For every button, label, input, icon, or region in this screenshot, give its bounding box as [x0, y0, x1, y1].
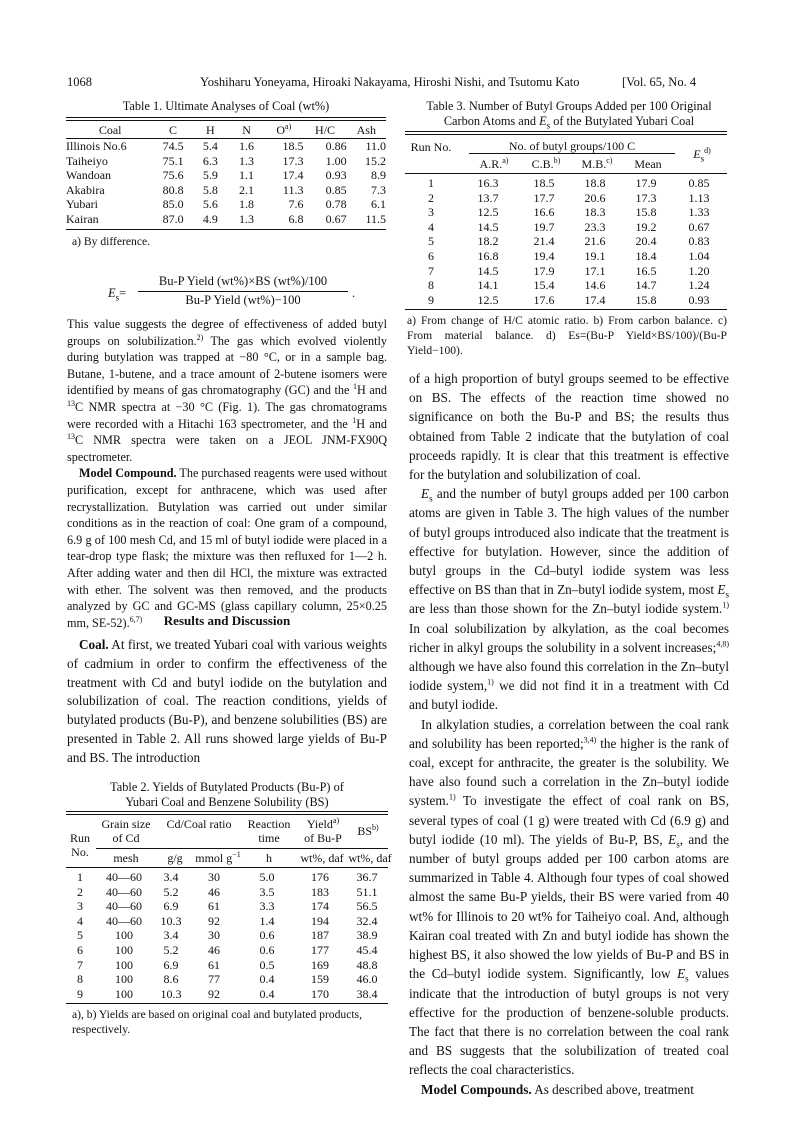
table-cell: 1.3	[239, 153, 255, 168]
table-cell: 0.4	[259, 972, 275, 987]
table2-h-run: Run No.	[69, 831, 90, 859]
table-cell: 2	[77, 884, 83, 899]
table-cell: 100	[115, 957, 133, 972]
formula-denominator: Bu-P Yield (wt%)−100	[185, 293, 301, 307]
table2-h-yield: Yield$^{a)}$ of Bu-P	[304, 816, 342, 845]
table-cell: 51.1	[356, 884, 378, 899]
table-cell: 20.4	[635, 234, 657, 249]
table-cell: 21.4	[533, 234, 555, 249]
paragraph: Model Compound. The purchased reagents were used without purification, except for anthracene, which was used after recrystallization. Butylation was carried out under similar conditions as in the reaction of coal: One gram of a compound, 6.9 g of 100 mesh Cd, and 15 ml of butyl iodide were placed in a tear-drop type flask; the mixture was then refluxed for 1—2 h. After adding water and then dil HCl, the mixture was extracted with ether. The solvent was then removed, and the products analyzed by GC and GC-MS (glass capillary column, 25×0.25 mm, SE-52).$^{6,7)}$	[67, 466, 387, 630]
table-cell: 1	[77, 870, 83, 884]
table-row	[66, 212, 386, 227]
table-cell: 0.4	[259, 986, 275, 1001]
table-cell: 0.86	[325, 139, 347, 153]
table-cell: 9	[428, 292, 434, 307]
table-cell: 40—60	[106, 913, 142, 928]
table-cell: 1.00	[325, 153, 347, 168]
table-cell: 0.5	[259, 957, 275, 972]
table-cell: 7.3	[371, 182, 386, 197]
table-cell: 15.8	[635, 292, 657, 307]
table-cell: 176	[311, 870, 329, 884]
table-row	[66, 943, 388, 958]
table-cell: 19.4	[533, 248, 555, 263]
table-row	[405, 220, 727, 235]
formula-numerator: Bu-P Yield (wt%)×BS (wt%)/100	[158, 274, 328, 288]
table2-h-grain: Grain size of Cd	[101, 817, 151, 845]
table-cell: Akabira	[66, 182, 105, 197]
table-cell: 85.0	[162, 197, 184, 212]
table-row	[66, 914, 388, 929]
table-cell: 9	[77, 986, 83, 1001]
table-cell: 20.6	[584, 190, 606, 205]
table-cell: 17.6	[533, 292, 555, 307]
table-cell: 170	[311, 986, 329, 1001]
table-row	[66, 958, 388, 973]
es-formula: $E_s=$ Bu-P Yield (wt%)×BS (wt%)/100 Bu-P Yield (wt%)−100 .	[108, 274, 356, 307]
table2: Run No. Grain size of Cd Cd/Coal ratio Reaction time Yield$^{a)}$ of Bu-P BS$^{b)}$ mesh g/g mmol $g^{-1}$ h wt%, daf wt%, daf 1 40—60 3.4 30 5.0 176 36.7 2 40—60 5.2 46 3.5 183 51.1 3 40—60 6.9 61 3.3 174 56.5 4 40—60 10.3 92 1.4 194 32.4 5 100 3.4 30 0.6 187 38.9 6 100 5.2 46 0.6 177 45.4 7 100 6.9 61 0.5 169 48.8 8 100 8.6 77 0.4 159 46.0 9 100 10.3 92 0.4 170 38.4 a), b) Yields are based on original coal and butylated products, respectively.	[66, 811, 388, 1037]
table3-h-run: Run No.	[410, 140, 452, 154]
table-cell: 40—60	[106, 899, 142, 914]
model-compound-heading: Model Compound.	[79, 466, 177, 481]
table-cell: 18.4	[635, 248, 657, 263]
table3-h-es: $E_s^{d)}$	[693, 146, 711, 164]
table-cell: 56.5	[356, 899, 378, 914]
table-cell: 187	[311, 928, 329, 943]
table-row	[405, 278, 727, 293]
table-cell: 5.6	[202, 197, 218, 212]
table-cell: 13.7	[477, 190, 499, 205]
table-cell: 15.4	[533, 278, 555, 293]
table-cell: 75.6	[162, 168, 184, 183]
left-column-coal	[67, 636, 387, 768]
table-cell: 5.2	[163, 942, 179, 957]
table-cell: 14.1	[477, 278, 499, 293]
table-cell: 4.9	[202, 211, 218, 226]
table-cell: 174	[311, 899, 329, 914]
table-cell: 0.6	[259, 942, 275, 957]
table-cell: 19.7	[533, 219, 555, 234]
table-cell: 36.7	[356, 870, 378, 884]
table-cell: 177	[311, 942, 329, 957]
table-cell: 16.3	[477, 176, 499, 190]
coal-heading: Coal.	[79, 637, 109, 652]
table1-header: H/C	[315, 123, 336, 137]
table3-h-group: No. of butyl groups/100 C	[508, 139, 636, 153]
table-cell: 0.78	[325, 197, 347, 212]
table-cell: 46	[208, 942, 220, 957]
table2-caption: Table 2. Yields of Butylated Products (Bu-P) of Yubari Coal and Benzene Solubility (BS)	[110, 780, 344, 809]
table-cell: 5.0	[259, 870, 275, 884]
table-cell: 17.9	[533, 263, 555, 278]
table-row	[66, 183, 386, 198]
table-cell: 17.4	[584, 292, 606, 307]
table-cell: 1.6	[239, 139, 255, 153]
table-cell: 159	[311, 972, 329, 987]
table-cell: 1.3	[239, 211, 255, 226]
table1-caption: Table 1. Ultimate Analyses of Coal (wt%)	[122, 99, 330, 113]
table-cell: 17.4	[282, 168, 304, 183]
table-row	[66, 928, 388, 943]
table-cell: 8	[77, 972, 83, 987]
table-cell: 7	[428, 263, 434, 278]
table-row	[66, 899, 388, 914]
table-cell: 5.2	[163, 884, 179, 899]
table-cell: 1.24	[688, 278, 710, 293]
table-cell: 0.67	[325, 211, 347, 226]
table-cell: 32.4	[356, 913, 378, 928]
table-cell: 169	[311, 957, 329, 972]
table-cell: 18.3	[584, 205, 606, 220]
running-authors: Yoshiharu Yoneyama, Hiroaki Nakayama, Hiroshi Nishi, and Tsutomu Kato	[200, 75, 580, 89]
table1-header: Ash	[356, 123, 376, 137]
table-cell: 17.7	[533, 190, 555, 205]
table-row	[405, 264, 727, 279]
table2-footnote: a), b) Yields are based on original coal and butylated products, respectively.	[72, 1008, 362, 1037]
table1-header: $O^{a)}$	[276, 122, 292, 137]
table-cell: Taiheiyo	[66, 153, 108, 168]
table-cell: 3.4	[163, 870, 179, 884]
table-cell: 74.5	[162, 139, 184, 153]
table-cell: 38.4	[356, 986, 378, 1001]
table-cell: 5.4	[202, 139, 218, 153]
table-cell: 2.1	[239, 182, 255, 197]
paragraph: $E_s$ and the number of butyl groups added per 100 carbon atoms are given in Table 3. The high values of the number of butyl groups introduced also indicate that the treatment is effective for butylation. However, since the addition of butyl groups in the Cd–butyl iodide system was less effective on BS than that in Zn–butyl iodide system, most $E_s$ are less than those shown for the Zn–butyl iodide system.$^{1)}$ In coal solubilization by alkylation, as the coal becomes richer in alkyl groups the solubility in a solvent increases;$^{4,8)}$ although we have also found this correlation in the Zn–butyl iodide system,$^{1)}$ we did not find it in a treatment with Cd and butyl iodide.	[409, 486, 729, 713]
table-row	[405, 249, 727, 264]
table-cell: 5	[77, 928, 83, 943]
table-cell: 40—60	[106, 884, 142, 899]
table-cell: 3	[428, 205, 434, 220]
table-cell: 1.20	[688, 263, 710, 278]
table-cell: 14.5	[477, 219, 499, 234]
table2-h-cdcoal: Cd/Coal ratio	[166, 817, 232, 831]
paragraph: This value suggests the degree of effectiveness of added butyl groups on solubilization.$^{2)}$ The gas which evolved violently during butylation was trapped at −80 °C, or in a sample bag. Butane, 1-butene, and a trace amount of 2-butene isomers were identified by means of gas chromatography (GC) and the $^1$H and $^{13}$C NMR spectra at −30 °C (Fig. 1). The gas chromatograms were recorded with a Hitachi 163 spectrometer, and the $^1$H and $^{13}$C NMR spectra were taken on a JEOL JNM-FX90Q spectrometer.	[67, 317, 387, 464]
table-cell: 100	[115, 986, 133, 1001]
table-cell: 16.5	[635, 263, 657, 278]
table-cell: 23.3	[584, 219, 606, 234]
table-cell: 5.9	[202, 168, 218, 183]
table-cell: 0.85	[688, 176, 710, 190]
table-row	[405, 205, 727, 220]
model-compounds-heading: Model Compounds.	[421, 1081, 532, 1097]
table-cell: 17.3	[635, 190, 657, 205]
table-cell: 11.0	[365, 139, 386, 153]
table-cell: 0.93	[325, 168, 347, 183]
table-cell: 1.33	[688, 205, 710, 220]
table-cell: 17.3	[282, 153, 304, 168]
table-cell: 4	[428, 219, 434, 234]
table2-h-time: Reaction time	[247, 817, 291, 845]
table-cell: 6.1	[371, 197, 386, 212]
table-cell: 16.6	[533, 205, 555, 220]
table-cell: 10.3	[160, 986, 182, 1001]
table-cell: 7.6	[288, 197, 304, 212]
table-cell: 45.4	[356, 942, 378, 957]
table-cell: 0.85	[325, 182, 347, 197]
table-cell: 14.7	[635, 278, 657, 293]
table-cell: 8.9	[371, 168, 386, 183]
right-column-body	[409, 369, 729, 1099]
table-cell: 19.2	[635, 219, 657, 234]
table3-footnote: a) From change of H/C atomic ratio. b) From carbon balance. c) From material balance. d) Es=(Bu-P Yield×BS/100)/(Bu-P Yield−100).	[407, 314, 727, 358]
table-cell: 14.5	[477, 263, 499, 278]
table-cell: 4	[77, 913, 83, 928]
table-cell: 6.8	[288, 211, 304, 226]
table-cell: 1.4	[259, 913, 275, 928]
table-cell: Wandoan	[66, 168, 112, 183]
table-cell: 18.8	[584, 176, 606, 190]
table-cell: 18.2	[477, 234, 499, 249]
left-column-body	[67, 316, 387, 631]
table-cell: 5	[428, 234, 434, 249]
table1-header: H	[206, 123, 215, 137]
table-row	[66, 139, 386, 154]
paragraph: Coal. At first, we treated Yubari coal with various weights of cadmium in order to confirm the effectiveness of the treatment with Cd and butyl iodide on the butylation and solubilization of coal. The reaction conditions, yields of butylated products (Bu-P), and benzene solubilities (BS) are presented in Table 2. All runs showed large yields of Bu-P and BS. The introduction	[67, 637, 387, 765]
table-cell: 61	[208, 899, 220, 914]
table-cell: 16.8	[477, 248, 499, 263]
table-cell: 30	[208, 870, 220, 884]
table-cell: 3.5	[259, 884, 275, 899]
table-row	[66, 972, 388, 987]
page-number: 1068	[67, 75, 92, 89]
table-cell: 183	[311, 884, 329, 899]
table-cell: Illinois No.6	[66, 139, 127, 153]
table-cell: 11.5	[365, 211, 386, 226]
section-title-results: Results and Discussion	[163, 613, 291, 628]
table-cell: 1	[428, 176, 434, 190]
table-cell: 3	[77, 899, 83, 914]
table-cell: 1.04	[688, 248, 710, 263]
table-cell: 30	[208, 928, 220, 943]
paragraph: Model Compounds. As described above, treatment	[421, 1081, 694, 1097]
table-cell: 77	[208, 972, 220, 987]
table-cell: Kairan	[66, 211, 99, 226]
table-cell: 6.9	[163, 957, 179, 972]
table-cell: 92	[208, 913, 220, 928]
table-cell: 17.1	[584, 263, 606, 278]
table-cell: 0.6	[259, 928, 275, 943]
table-row	[66, 154, 386, 169]
table-cell: 46	[208, 884, 220, 899]
table-cell: 194	[311, 913, 329, 928]
table-cell: 0.67	[688, 219, 710, 234]
table-cell: 0.93	[688, 292, 710, 307]
table-cell: 61	[208, 957, 220, 972]
table-cell: 1.13	[688, 190, 710, 205]
table-cell: 6.9	[163, 899, 179, 914]
table-cell: 18.5	[533, 176, 555, 190]
table2-h-bs: BS$^{b)}$	[357, 823, 379, 838]
table-cell: 8	[428, 278, 434, 293]
table-cell: 11.3	[282, 182, 304, 197]
table1-header: Coal	[98, 123, 122, 137]
table-cell: 87.0	[162, 211, 184, 226]
table-cell: 10.3	[160, 913, 182, 928]
table-cell: 8.6	[163, 972, 179, 987]
table-cell: 12.5	[477, 205, 499, 220]
table-cell: 100	[115, 972, 133, 987]
table-cell: 3.3	[259, 899, 275, 914]
table-cell: 80.8	[162, 182, 184, 197]
table-cell: 100	[115, 928, 133, 943]
table-cell: 1.8	[239, 197, 255, 212]
table-row	[66, 168, 386, 183]
table-cell: 17.9	[635, 176, 657, 190]
table-cell: 0.83	[688, 234, 710, 249]
table-row	[405, 176, 727, 191]
table3: Run No. No. of butyl groups/100 C A.R.$^{a)}$ C.B.$^{b)}$ M.B.$^{c)}$ Mean $E_s^{d)}$ 1 16.3 18.5 18.8 17.9 0.85 2 13.7 17.7 20.6 17.3 1.13 3 12.5 16.6 18.3 15.8 1.33 4 14.5 19.7 23.3 19.2 0.67 5 18.2 21.4 21.6 20.4 0.83 6 16.8 19.4 19.1 18.4 1.04 7 14.5 17.9 17.1 16.5 1.20 8 14.1 15.4 14.6 14.7 1.24 9 12.5 17.6 17.4 15.8 0.93 a) From change of H/C atomic ratio. b) From carbon balance. c) From material balance. d) Es=(Bu-P Yield×BS/100)/(Bu-P Yield−100).	[405, 131, 727, 358]
table-cell: 5.8	[202, 182, 218, 197]
table-cell: 46.0	[356, 972, 378, 987]
table-cell: 19.1	[584, 248, 606, 263]
paragraph: of a high proportion of butyl groups seemed to be effective on BS. The effects of the reaction time showed no significance on both the Bu-P and BS; the results thus obtained from Table 2 indicate that the butylation of coal proceeds rapidly. It is clear that this treatment is effective for the butylation and solubilization of coal.	[409, 371, 729, 483]
table-cell: 15.2	[365, 153, 386, 168]
table-cell: 21.6	[584, 234, 606, 249]
table-cell: 48.8	[356, 957, 378, 972]
table-cell: 7	[77, 957, 83, 972]
table-cell: 100	[115, 942, 133, 957]
table1-header: N	[242, 123, 251, 137]
table-cell: 2	[428, 190, 434, 205]
table-cell: 12.5	[477, 292, 499, 307]
table-row	[66, 870, 388, 885]
volume-info: [Vol. 65, No. 4	[622, 75, 697, 89]
table-cell: 14.6	[584, 278, 606, 293]
table-row	[405, 191, 727, 206]
table-cell: 18.5	[282, 139, 304, 153]
table-row	[405, 234, 727, 249]
table-row	[66, 885, 388, 900]
table-cell: 3.4	[163, 928, 179, 943]
table-cell: 15.8	[635, 205, 657, 220]
table-cell: 6	[77, 942, 83, 957]
table-cell: 38.9	[356, 928, 378, 943]
table1-header: C	[169, 123, 178, 137]
table-cell: 40—60	[106, 870, 142, 884]
table1-footnote: a) By difference.	[72, 234, 151, 248]
table-row	[405, 293, 727, 308]
table-cell: 92	[208, 986, 220, 1001]
table-cell: 1.1	[239, 168, 255, 183]
table1	[66, 117, 386, 249]
table-cell: 6	[428, 248, 434, 263]
table-row	[66, 987, 388, 1002]
table-cell: 6.3	[202, 153, 218, 168]
table-cell: 75.1	[162, 153, 184, 168]
table-row	[66, 197, 386, 212]
table-cell: Yubari	[66, 197, 98, 212]
table3-caption: Table 3. Number of Butyl Groups Added per 100 Original Carbon Atoms and $E_s$ of the Butylated Yubari Coal	[426, 99, 712, 131]
paragraph: In alkylation studies, a correlation between the coal rank and solubility has been reported;$^{3,4)}$ the higher is the rank of coal, except for anthracite, the greater is the solubility. We have also found such a correlation in the Zn–butyl iodide system.$^{1)}$ To investigate the effect of coal rank on BS, several types of coal (1 g) were treated with Cd (6.9 g) and butyl iodide (10 ml). The yields of Bu-P, BS, $E_s$, and the number of butyl groups added per 100 carbon atoms are summarized in Table 4. Although four types of coal showed almost the same Bu-P yields, their BS were varied from 40 wt% for Illinois to 20 wt% for Taiheiyo coal. And, although Kairan coal treated with Zn and butyl iodide has shown the highest BS, it also showed the low yields of Bu-P and BS in the Cd–butyl iodide system. Significantly, low $E_s$ values indicate that the introduction of butyl groups is not very effective for the production of benzene-soluble products. The fact that there is no correlation between the coal rank and BS suggests that the solubilization of treated coal reflects the coal characteristics.	[409, 716, 729, 1078]
